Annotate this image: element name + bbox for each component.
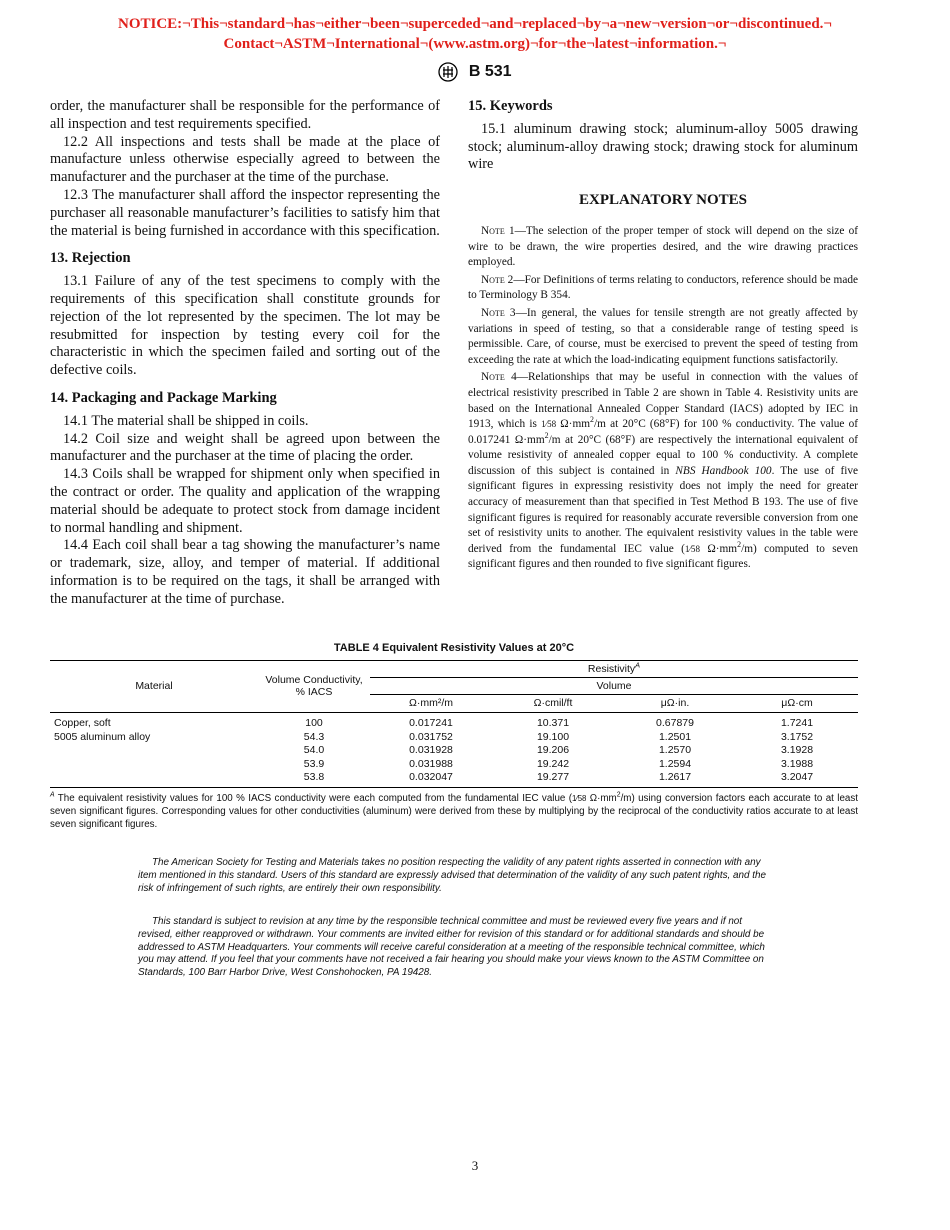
unit-ohm-mm2-m: Ω·mm²/m bbox=[409, 697, 453, 709]
notice-line-2: Contact¬ASTM¬International¬(www.astm.org)¬for¬the¬latest¬information.¬ bbox=[223, 36, 727, 52]
paragraph-13-1: 13.1 Failure of any of the test specimens to comply with the requirements of this specification shall constitute grounds for rejection of the lot represented by the specimen. The lot may be resubmitted for inspection by testing every coil for the characteristic in which the specimen failed and sorting out of the defective coils. bbox=[50, 273, 440, 379]
cell-material bbox=[50, 771, 258, 787]
paragraph-continued: order, the manufacturer shall be responsible for the performance of all inspection and test requirements specified. bbox=[50, 98, 440, 132]
paragraph-14-4: 14.4 Each coil shall bear a tag showing the manufacturer’s name or trademark, size, alloy, and temper of material. If additional information is to be required on the tags, it shall be arranged with the manufacturer at the time of purchase. bbox=[50, 537, 440, 607]
cell-v2: 19.277 bbox=[536, 771, 570, 783]
note-3 bbox=[468, 306, 858, 368]
note-label: Note bbox=[481, 224, 505, 237]
cell-v1: 0.031988 bbox=[409, 757, 453, 770]
page-header bbox=[0, 62, 950, 82]
note-4-text-f: Ω·mm bbox=[699, 542, 738, 555]
left-column bbox=[50, 98, 440, 609]
right-column bbox=[468, 98, 858, 575]
cell-material bbox=[50, 758, 258, 772]
footnote-text-c: /m) using conversion factors each accurate to at least seven significant figures. Corresponding values for other conductivities (aluminum) were derived from these by multiplying by the reciprocal of the conductivity ratios accurate to at least seven significant figures. bbox=[50, 792, 858, 830]
patent-disclaimer bbox=[138, 857, 771, 895]
note-4-fraction: 1⁄58 bbox=[684, 543, 700, 554]
disclaimer-paragraph-1: The American Society for Testing and Materials takes no position respecting the validity of any patent rights asserted in connection with any item mentioned in this standard. Users of this standard are expressly advised that determination of the validity of any such patent rights, and the risk of infringement of such rights, are entirely their own responsibility. bbox=[138, 857, 766, 894]
table-row bbox=[50, 713, 858, 731]
note-label: Note bbox=[481, 273, 505, 286]
section-14-heading: 14. Packaging and Package Marking bbox=[50, 389, 277, 406]
explanatory-notes-title: EXPLANATORY NOTES bbox=[579, 192, 747, 209]
note-3-number: 3 bbox=[509, 306, 516, 319]
cell-v3: 1.2617 bbox=[658, 771, 692, 783]
paragraph-12-2: 12.2 All inspections and tests shall be made at the place of manufacture unless otherwise especially agreed to between the manufacturer and the purchaser at the time of the purchase. bbox=[50, 133, 440, 186]
header-material: Material bbox=[135, 680, 173, 692]
section-13-heading: 13. Rejection bbox=[50, 250, 131, 267]
astm-logo-icon bbox=[438, 62, 458, 82]
cell-v4: 3.1928 bbox=[780, 744, 814, 756]
note-2 bbox=[468, 273, 858, 304]
footnote-mark: A bbox=[50, 791, 55, 799]
footnote-ref: A bbox=[635, 660, 641, 670]
superscript: 2 bbox=[616, 791, 621, 799]
note-1 bbox=[468, 224, 858, 271]
cell-v2: 19.206 bbox=[536, 744, 570, 756]
note-4-text-a: —Relationships that may be useful in connection with the values of electrical resistivity prescribed in Table 2 are shown in Table 4. Resistivity units are based on the International Annealed Copper Standard (IACS) adopted by IEC in 1913, which is bbox=[468, 371, 858, 431]
paragraph-14-1: 14.1 The material shall be shipped in coils. bbox=[63, 412, 309, 429]
table-title: TABLE 4 Equivalent Resistivity Values at 20°C bbox=[333, 642, 575, 654]
cell-material bbox=[50, 744, 258, 758]
cell-v2: 10.371 bbox=[536, 717, 570, 729]
disclaimer-paragraph-2: This standard is subject to revision at any time by the responsible technical committee and must be reviewed every five years and if not revised, either reapproved or withdrawn. Your comments are invited either for revision of this standard or for additional standards and should be addressed to ASTM Headquarters. Your comments will receive careful consideration at a meeting of the responsible technical committee, which you may attend. If you feel that your comments have not received a fair hearing you should make your views known to the ASTM Committee on Standards, 100 Barr Harbor Drive, West Conshohocken, PA 19428. bbox=[138, 916, 765, 979]
revision-disclaimer bbox=[138, 916, 771, 980]
note-4-fraction: 1⁄58 bbox=[541, 419, 557, 430]
note-label: Note bbox=[481, 371, 505, 384]
superscript: 2 bbox=[737, 540, 742, 550]
cell-conductivity: 53.8 bbox=[303, 771, 325, 783]
table-footnote bbox=[50, 792, 858, 831]
cell-v4: 3.1752 bbox=[780, 730, 814, 743]
header-resistivity-label: Resistivity bbox=[587, 663, 636, 675]
table-row bbox=[50, 744, 858, 758]
note-4-book-title: NBS Handbook 100 bbox=[675, 464, 772, 477]
supersession-notice bbox=[0, 14, 950, 54]
footnote-text-a: The equivalent resistivity values for 100 % IACS conductivity were each computed from the fundamental IEC value ( bbox=[54, 792, 573, 804]
cell-v1: 0.032047 bbox=[409, 771, 453, 783]
cell-v3: 1.2570 bbox=[658, 744, 692, 756]
section-15-heading: 15. Keywords bbox=[468, 98, 553, 114]
note-4-text-d: /m at 20°C (68°F) are respectively the international equivalent of volume resistivity of annealed copper equal to 100 % conductivity. A complete discussion of this subject is contained in bbox=[468, 433, 858, 477]
designation: B 531 bbox=[468, 63, 512, 80]
header-conductivity: Volume Conductivity, % IACS bbox=[265, 674, 363, 698]
cell-v4: 1.7241 bbox=[780, 717, 814, 729]
table-row bbox=[50, 758, 858, 772]
paragraph-15-1: 15.1 aluminum drawing stock; aluminum-alloy 5005 drawing stock; aluminum-alloy drawing stock; drawing stock for aluminum wire bbox=[468, 120, 858, 173]
cell-v1: 0.017241 bbox=[409, 717, 453, 729]
paragraph-12-3: 12.3 The manufacturer shall afford the inspector representing the purchaser all reasonable manufacturer’s facilities to satisfy him that the material is being furnished in accordance with this specification. bbox=[50, 186, 440, 239]
unit-microohm-cm: μΩ·cm bbox=[781, 697, 813, 709]
header-resistivity bbox=[370, 661, 858, 678]
unit-microohm-in: μΩ·in. bbox=[660, 697, 690, 709]
note-4-text-c: /m at 20°C (68°F) for 100 % conductivity. The value of 0.017241 Ω·mm bbox=[468, 418, 858, 446]
note-4-number: 4 bbox=[511, 371, 517, 384]
note-1-number: 1 bbox=[508, 224, 515, 237]
note-4 bbox=[468, 370, 858, 573]
table-4 bbox=[50, 642, 858, 831]
cell-conductivity: 54.0 bbox=[303, 744, 325, 756]
cell-v4: 3.1988 bbox=[780, 757, 814, 770]
header-volume: Volume bbox=[370, 678, 858, 695]
note-label: Note bbox=[481, 306, 505, 319]
cell-v1: 0.031928 bbox=[409, 744, 453, 756]
cell-conductivity: 53.9 bbox=[303, 757, 325, 770]
cell-material: Copper, soft bbox=[54, 717, 111, 729]
note-2-text: —For Definitions of terms relating to conductors, reference should be made to Terminology B 354. bbox=[468, 273, 859, 302]
note-2-number: 2 bbox=[507, 273, 514, 286]
note-4-text-g: /m) computed to seven significant figures and then rounded to five significant figures. bbox=[468, 542, 858, 571]
cell-material: 5005 aluminum alloy bbox=[54, 730, 151, 743]
cell-v2: 19.100 bbox=[536, 730, 570, 743]
paragraph-14-3: 14.3 Coils shall be wrapped for shipment only when specified in the contract or order. The quality and application of the wrapping material should be adequate to protect stock from damage incident to normal handling and shipment. bbox=[50, 466, 440, 536]
note-1-text: —The selection of the proper temper of stock will depend on the size of wire to be drawn, the wire properties desired, and the wire drawing practices employed. bbox=[468, 224, 858, 269]
note-4-text-e: . The use of five significant figures in expressing resistivity does not imply the need for greater accuracy of measurement than that specified in Test Method B 193. The use of five significant figures is required for reasonably accurate reversible conversion from one set of resistivity units to another. The equivalent resistivity values in the table were derived from the fundamental IEC value ( bbox=[468, 464, 859, 555]
table-row bbox=[50, 771, 858, 787]
cell-conductivity: 100 bbox=[305, 717, 323, 729]
cell-v3: 0.67879 bbox=[656, 717, 694, 729]
footnote-fraction: 1⁄58 bbox=[572, 793, 587, 803]
cell-v3: 1.2501 bbox=[658, 730, 692, 743]
cell-v4: 3.2047 bbox=[780, 771, 814, 783]
unit-ohm-cmil-ft: Ω·cmil/ft bbox=[533, 697, 573, 709]
note-4-text-b: Ω·mm bbox=[556, 418, 591, 431]
resistivity-table bbox=[50, 660, 858, 788]
superscript: 2 bbox=[590, 415, 594, 425]
cell-v3: 1.2594 bbox=[658, 757, 692, 770]
cell-v1: 0.031752 bbox=[409, 730, 453, 743]
paragraph-14-2: 14.2 Coil size and weight shall be agreed upon between the manufacturer and the purchaser at the time of placing the order. bbox=[50, 430, 440, 465]
cell-v2: 19.242 bbox=[536, 757, 570, 770]
note-3-text: —In general, the values for tensile strength are not greatly affected by variations in speed of testing, so that a considerable range of testing speed is permissible. Care, of course, must be exercised to prevent the speed of testing from exceeding the rate at which the load-indicating equipment functions satisfactorily. bbox=[468, 306, 859, 366]
footnote-text-b: Ω·mm bbox=[586, 792, 617, 804]
superscript: 2 bbox=[544, 430, 549, 440]
page-number: 3 bbox=[471, 1158, 479, 1173]
cell-conductivity: 54.3 bbox=[303, 730, 325, 743]
notice-line-1: NOTICE:¬This¬standard¬has¬either¬been¬superceded¬and¬replaced¬by¬a¬new¬version¬or¬discontinued.¬ bbox=[118, 16, 832, 32]
table-row bbox=[50, 731, 858, 745]
